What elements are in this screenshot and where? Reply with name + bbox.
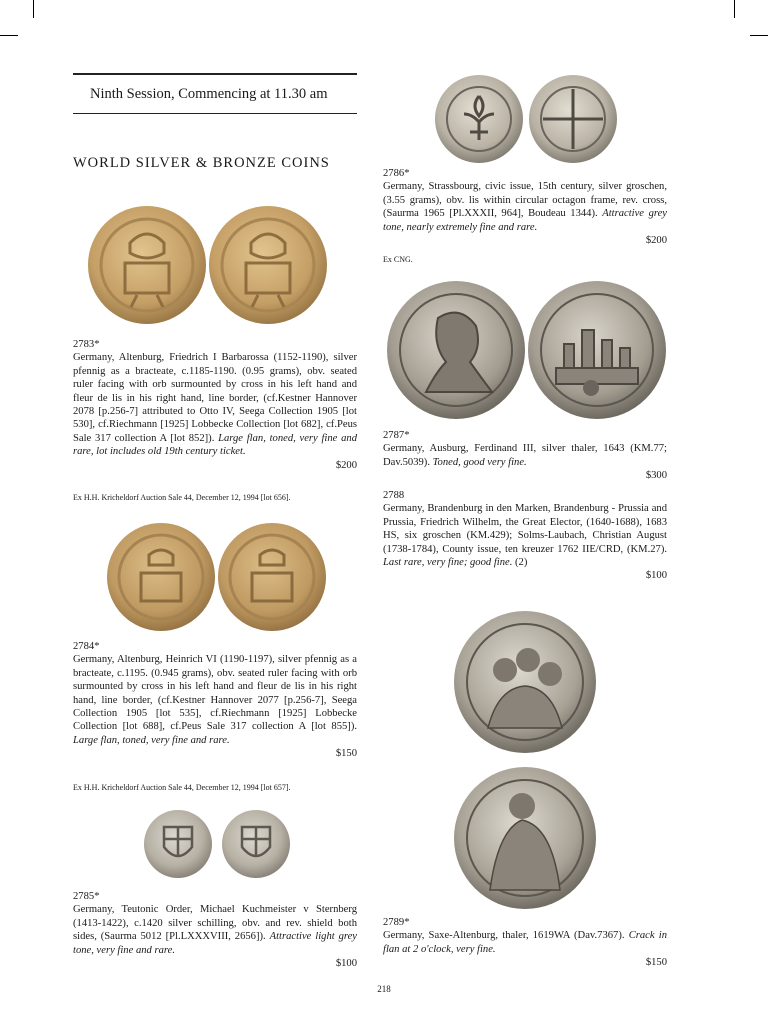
section-title: WORLD SILVER & BRONZE COINS xyxy=(73,155,330,171)
silver-coin xyxy=(222,810,290,878)
lot-price: $200 xyxy=(335,459,357,471)
lot-number: 2784* xyxy=(73,641,100,652)
lot-grade: Last rare, very fine; good fine. xyxy=(383,557,513,569)
lot-2784-image xyxy=(105,521,330,633)
lot-price: $150 xyxy=(645,957,667,969)
lot-2786-image xyxy=(434,74,619,164)
lot-grade: Attractive light grey tone, very fine and rare. xyxy=(73,931,358,956)
lot-number: 2789* xyxy=(383,917,410,928)
bracteate-coin xyxy=(88,206,206,324)
lot-2783-provenance: Ex H.H. Kricheldorf Auction Sale 44, December 12, 1994 [lot 656]. xyxy=(73,493,291,502)
lot-number: 2786* xyxy=(383,168,410,179)
bracteate-coin xyxy=(209,206,327,324)
lot-description: Germany, Brandenburg in den Marken, Brandenburg - Prussia and Prussia, Friedrich Wilhelm, the Great Elector, (1640-1688), 1683 HS, six groschen (KM.429); Solms-Laubach, Christian August (1738-1784), County issue, ten kreuzer 1762 IIE/CRD, (KM.27). xyxy=(383,503,667,555)
thaler-coin xyxy=(387,281,525,419)
lot-description: Germany, Saxe-Altenburg, thaler, 1619WA (Dav.7367). xyxy=(383,930,625,942)
lot-2784 xyxy=(73,640,357,761)
session-title: Ninth Session, Commencing at 11.30 am xyxy=(90,86,328,102)
lot-price: $200 xyxy=(645,235,667,247)
lot-2786-provenance: Ex CNG. xyxy=(383,255,413,264)
lot-number: 2788 xyxy=(383,490,405,501)
lot-2785-image xyxy=(142,809,292,879)
lot-2789 xyxy=(383,916,667,970)
thaler-coin-obverse xyxy=(454,611,596,753)
crop-mark xyxy=(33,0,34,18)
lot-grade: Crack in flan at 2 o'clock, very fine. xyxy=(383,930,667,955)
lot-number: 2787* xyxy=(383,430,410,441)
lot-2783 xyxy=(73,338,357,472)
lot-price: $100 xyxy=(645,570,667,582)
lot-number: 2785* xyxy=(73,891,100,902)
lot-2786 xyxy=(383,167,667,247)
silver-coin xyxy=(529,75,617,163)
lot-price: $300 xyxy=(645,470,667,482)
lot-2785 xyxy=(73,890,357,970)
lot-price: $100 xyxy=(335,958,357,970)
bracteate-coin xyxy=(218,523,326,631)
lot-2784-provenance: Ex H.H. Kricheldorf Auction Sale 44, December 12, 1994 [lot 657]. xyxy=(73,783,291,792)
header-rule-top xyxy=(73,73,357,75)
lot-description: Germany, Ausburg, Ferdinand III, silver thaler, 1643 (KM.77; Dav.5039). xyxy=(383,443,667,468)
crop-mark xyxy=(0,35,18,36)
lot-2789-image xyxy=(450,610,600,910)
lot-number: 2783* xyxy=(73,339,100,350)
crop-mark xyxy=(734,0,735,18)
bracteate-coin xyxy=(107,523,215,631)
silver-coin xyxy=(435,75,523,163)
lot-description: Germany, Strassbourg, civic issue, 15th century, silver groschen, (3.55 grams), obv. lis within circular octagon frame, rev. cross, (Saurma 1965 [Pl.XXXII, 964], Boudeau 1344). xyxy=(383,181,667,220)
lot-2788 xyxy=(383,489,667,583)
lot-description: Germany, Teutonic Order, Michael Kuchmeister v Sternberg (1413-1422), c.1420 silver schilling, obv. and rev. shield both sides, (Saurma 5012 [Pl.LXXXVIII, 2656]). xyxy=(73,904,357,943)
header-rule-bottom xyxy=(73,113,357,114)
lot-grade: Attractive grey tone, nearly extremely fine and rare. xyxy=(383,208,667,233)
lot-grade: Large flan, toned, very fine and rare, lot includes old 19th century ticket. xyxy=(73,432,357,458)
silver-coin xyxy=(144,810,212,878)
crop-mark xyxy=(750,35,768,36)
lot-grade: Large flan, toned, very fine and rare. xyxy=(73,734,230,746)
lot-quantity: (2) xyxy=(515,557,528,569)
thaler-coin-reverse xyxy=(454,767,596,909)
lot-2787 xyxy=(383,429,667,483)
lot-grade: Toned, good very fine. xyxy=(432,456,527,468)
lot-2783-image xyxy=(85,203,330,328)
page-number: 218 xyxy=(377,984,391,994)
lot-description: Germany, Altenburg, Heinrich VI (1190-1197), silver pfennig as a bracteate, c.1195. (0.945 grams), obv. seated ruler facing with orb surmounted by cross in his left hand and fleur de lis in his right hand, line border, (cf.Kestner Hannover 2077 [p.256-7], Seega Collection 1905 [lot 535], cf.Riechmann [1925] Lobbecke Collection [lot 688], cf.Peus Sale 317 collection A [lot 855]). xyxy=(73,654,357,733)
lot-description: Germany, Altenburg, Friedrich I Barbarossa (1152-1190), silver pfennig as a bracteate, c.1185-1190. (0.95 grams), obv. seated ruler facing with orb surmounted by cross in his left hand and fleur de lis in his right hand, line border, (cf.Kestner Hannover 2078 [p.256-7] attributed to Otto IV, Seega Collection 1905 [lot 530], cf.Riechmann [1925] Lobbecke Collection [lot 682], cf.Peus Sale 317 collection A [lot 852]). xyxy=(73,352,357,444)
lot-2787-image xyxy=(386,280,668,420)
lot-price: $150 xyxy=(335,748,357,760)
thaler-coin xyxy=(528,281,666,419)
